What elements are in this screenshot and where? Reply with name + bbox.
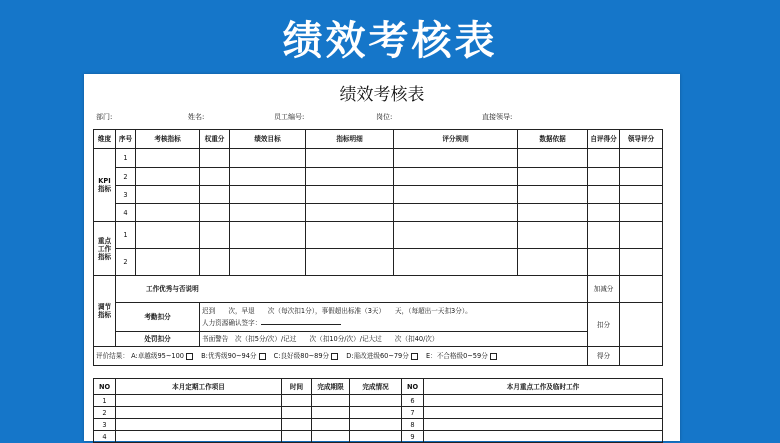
cell-input[interactable] (200, 149, 230, 168)
banner-title: 绩效考核表 (282, 17, 498, 64)
cell-input[interactable] (518, 204, 588, 222)
position-label: 岗位: (376, 113, 393, 121)
cell-input[interactable] (200, 186, 230, 204)
plan-header-deadline: 完成期限 (312, 379, 350, 395)
department-label: 部门: (96, 113, 113, 121)
cell-input[interactable] (518, 222, 588, 249)
cell-input[interactable] (116, 407, 282, 419)
cell-input[interactable] (306, 249, 394, 276)
cell-input[interactable] (230, 168, 306, 186)
header-weight: 权重分 (200, 130, 230, 149)
rating-a: A:卓越级95~100 (131, 352, 184, 360)
cell-input[interactable] (394, 204, 518, 222)
cell-input[interactable] (230, 222, 306, 249)
cell-input[interactable] (620, 168, 663, 186)
rating-e: E：不合格级0~59分 (425, 352, 488, 360)
kpi-table (93, 129, 663, 366)
plan-header-row (94, 379, 663, 395)
cell-input[interactable] (136, 204, 200, 222)
cell-input[interactable] (620, 204, 663, 222)
cell-input[interactable] (518, 249, 588, 276)
cell-input[interactable] (620, 249, 663, 276)
table-row (94, 276, 663, 303)
checkbox[interactable] (331, 353, 338, 360)
plan-header-key-work: 本月重点工作及临时工作 (424, 379, 663, 395)
cell-input[interactable] (312, 407, 350, 419)
cell-input[interactable] (620, 347, 663, 366)
plan-no: 1 (94, 395, 116, 407)
cell-input[interactable] (350, 419, 402, 431)
table-row (94, 419, 663, 431)
plan-table (93, 378, 663, 443)
header-row (94, 130, 663, 149)
cell-input[interactable] (588, 149, 620, 168)
rating-c: C:良好级80~89分 (273, 352, 330, 360)
header-dimension: 维度 (94, 130, 116, 149)
employee-no-label: 员工编号: (274, 113, 305, 121)
plan-no: 2 (94, 407, 116, 419)
plan-no: 4 (94, 431, 116, 443)
rating-d: D:需改进级60~79分 (346, 352, 409, 360)
cell-input[interactable] (282, 419, 312, 431)
checkbox[interactable] (490, 353, 497, 360)
table-row (94, 186, 663, 204)
cell-input[interactable] (394, 149, 518, 168)
rating-row (94, 347, 663, 366)
table-row (94, 149, 663, 168)
checkbox[interactable] (186, 353, 193, 360)
cell-input[interactable] (588, 186, 620, 204)
header-detail: 指标明细 (306, 130, 394, 149)
cell-input[interactable] (200, 222, 230, 249)
header-rule: 评分规则 (394, 130, 518, 149)
header-no: 序号 (116, 130, 136, 149)
rating-b: B:优秀级90~94分 (201, 352, 257, 360)
plan-header-no-right: NO (402, 379, 424, 395)
cell-input[interactable] (312, 419, 350, 431)
cell-input[interactable] (620, 186, 663, 204)
cell-input[interactable] (282, 395, 312, 407)
cell-input[interactable] (518, 149, 588, 168)
cell-input[interactable] (620, 276, 663, 303)
checkbox[interactable] (411, 353, 418, 360)
header-indicator: 考核指标 (136, 130, 200, 149)
table-row (94, 303, 663, 332)
rating-prefix: 评价结果： (96, 352, 129, 360)
header-self-score: 自评得分 (588, 130, 620, 149)
cell-input[interactable] (394, 186, 518, 204)
cell-input[interactable] (200, 168, 230, 186)
attendance-text: 迟到 次，早退 次（每次扣1分），事假超出标准（3天） 天，（每超出一天扣3分）。 (202, 306, 472, 315)
form-sheet (84, 74, 680, 441)
cell-input[interactable] (136, 249, 200, 276)
cell-input[interactable] (588, 249, 620, 276)
score-label: 得分 (588, 347, 620, 366)
cell-input[interactable] (306, 204, 394, 222)
table-row (94, 222, 663, 249)
table-row (94, 168, 663, 186)
cell-input[interactable] (588, 168, 620, 186)
supervisor-label: 直接领导: (482, 113, 513, 121)
hr-confirm-label: 人力资源确认签字： (202, 318, 262, 327)
cell-input[interactable] (230, 249, 306, 276)
header-evidence: 数据依据 (518, 130, 588, 149)
table-row (94, 395, 663, 407)
cell-input[interactable] (282, 407, 312, 419)
bonus-label: 加减分 (588, 276, 620, 303)
cell-input[interactable] (306, 186, 394, 204)
plan-header-regular-work: 本月定期工作项目 (116, 379, 282, 395)
cell-input[interactable] (620, 303, 663, 347)
cell-input[interactable] (200, 204, 230, 222)
key-work-dimension-label: 重点工作指标 (94, 222, 116, 276)
table-row (94, 249, 663, 276)
name-label: 姓名: (188, 113, 205, 121)
cell-input[interactable] (136, 222, 200, 249)
cell-input[interactable] (306, 222, 394, 249)
attendance-cell (200, 303, 588, 332)
plan-header-time: 时间 (282, 379, 312, 395)
row-no: 4 (116, 204, 136, 222)
cell-input[interactable] (588, 222, 620, 249)
rating-cell (94, 347, 588, 366)
excellence-label: 工作优秀与否说明 (116, 276, 588, 303)
cell-input[interactable] (588, 204, 620, 222)
cell-input[interactable] (230, 149, 306, 168)
plan-no-right: 7 (402, 407, 424, 419)
cell-input[interactable] (424, 419, 663, 431)
plan-no: 3 (94, 419, 116, 431)
cell-input[interactable] (200, 249, 230, 276)
row-no: 2 (116, 249, 136, 276)
cell-input[interactable] (620, 149, 663, 168)
header-leader-score: 领导评分 (620, 130, 663, 149)
cell-input[interactable] (306, 168, 394, 186)
row-no: 3 (116, 186, 136, 204)
cell-input[interactable] (620, 222, 663, 249)
signature-line[interactable] (261, 317, 341, 325)
kpi-dimension-label: KPI指标 (94, 149, 116, 222)
attendance-label: 考勤扣分 (116, 303, 200, 332)
cell-input[interactable] (312, 395, 350, 407)
cell-input[interactable] (136, 186, 200, 204)
adjust-dimension-label: 调节指标 (94, 276, 116, 347)
cell-input[interactable] (116, 395, 282, 407)
row-no: 2 (116, 168, 136, 186)
penalty-label: 处罚扣分 (116, 332, 200, 347)
deduct-label: 扣分 (588, 303, 620, 347)
row-no: 1 (116, 222, 136, 249)
cell-input[interactable] (116, 419, 282, 431)
cell-input[interactable] (136, 168, 200, 186)
row-no: 1 (116, 149, 136, 168)
header-target: 绩效目标 (230, 130, 306, 149)
cell-input[interactable] (394, 249, 518, 276)
cell-input[interactable] (350, 395, 402, 407)
checkbox[interactable] (259, 353, 266, 360)
cell-input[interactable] (136, 149, 200, 168)
cell-input[interactable] (424, 395, 663, 407)
cell-input[interactable] (518, 168, 588, 186)
cell-input[interactable] (394, 222, 518, 249)
cell-input[interactable] (518, 186, 588, 204)
cell-input[interactable] (424, 407, 663, 419)
cell-input[interactable] (230, 204, 306, 222)
penalty-text: 书面警告 次（扣5分/次）/记过 次（扣10分/次）/记大过 次（扣40/次） (200, 332, 588, 347)
table-row (94, 407, 663, 419)
cell-input[interactable] (350, 407, 402, 419)
cell-input[interactable] (230, 186, 306, 204)
sheet-title: 绩效考核表 (339, 85, 425, 105)
hr-confirm-row (202, 317, 585, 329)
banner (0, 0, 780, 74)
table-row (94, 332, 663, 347)
plan-header-no: NO (94, 379, 116, 395)
plan-header-status: 完成情况 (350, 379, 402, 395)
plan-no-right: 6 (402, 395, 424, 407)
plan-no-right: 8 (402, 419, 424, 431)
cell-input[interactable] (306, 149, 394, 168)
table-row (94, 204, 663, 222)
plan-no-right: 9 (402, 431, 424, 443)
cell-input[interactable] (394, 168, 518, 186)
